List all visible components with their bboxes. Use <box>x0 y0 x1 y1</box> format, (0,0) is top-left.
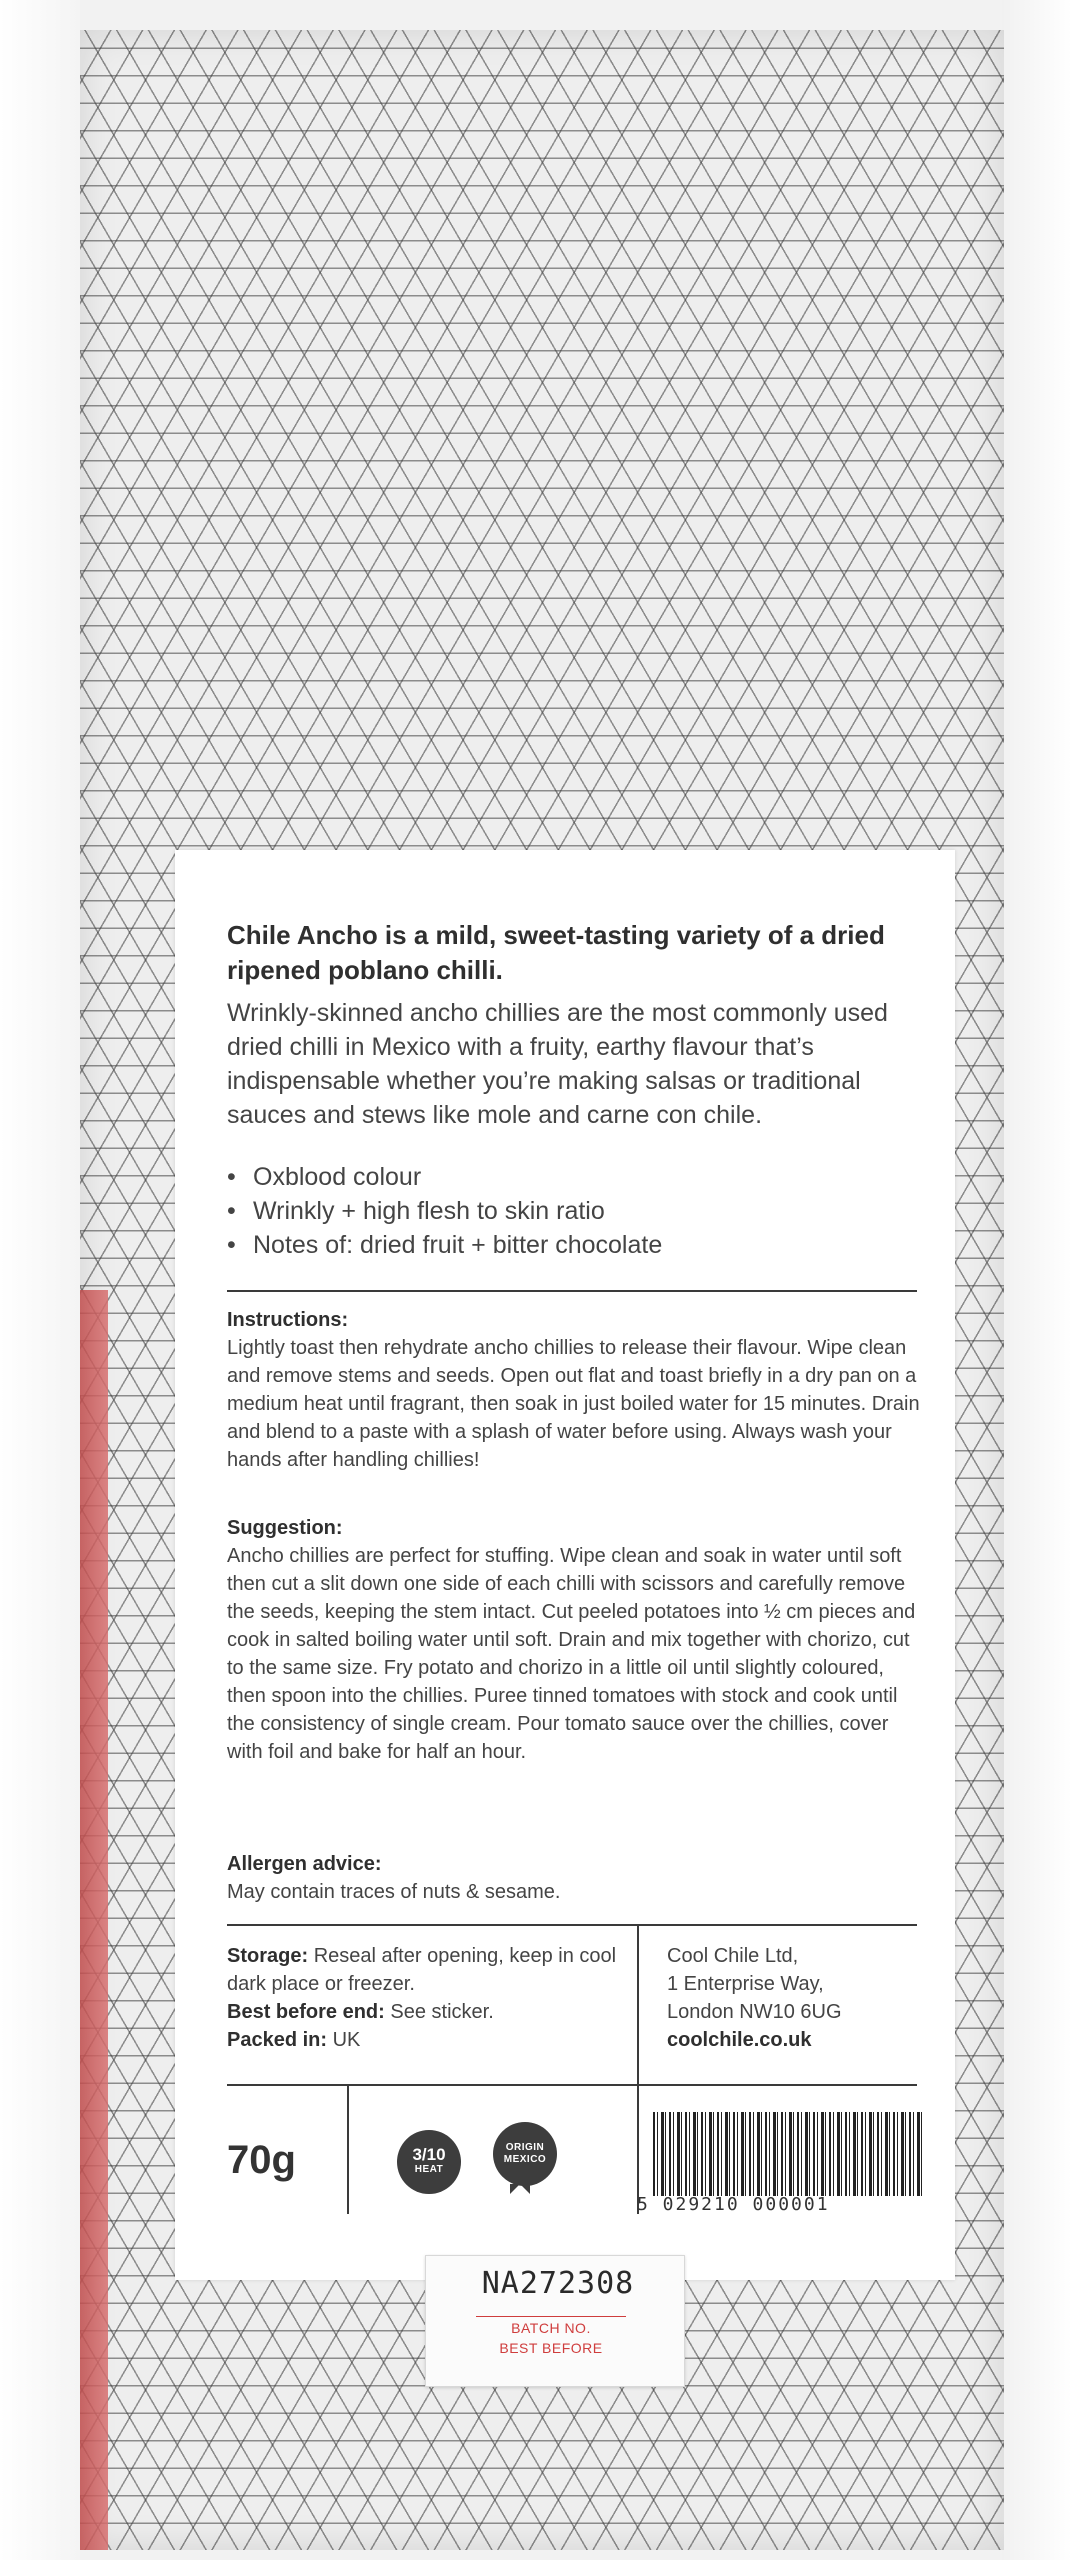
batch-label: BATCH NO. <box>511 2320 591 2336</box>
heat-label: HEAT <box>414 2164 444 2175</box>
product-lead: Chile Ancho is a mild, sweet-tasting variety of a dried ripened poblano chilli. <box>227 920 885 985</box>
best-before-text: See sticker. <box>390 2001 494 2023</box>
heat-badge <box>397 2130 461 2194</box>
batch-sticker <box>425 2255 685 2387</box>
feature-list <box>227 1160 917 1262</box>
best-before-label: Best before end: <box>227 2001 385 2023</box>
address-line: London NW10 6UG <box>667 2001 842 2023</box>
background-right <box>1002 0 1072 2560</box>
storage-block <box>227 1942 627 2054</box>
background-left <box>0 0 80 2560</box>
best-before-sticker-label: BEST BEFORE <box>499 2340 603 2356</box>
origin-badge <box>493 2122 557 2186</box>
packed-in-label: Packed in: <box>227 2029 328 2051</box>
divider <box>227 2084 917 2086</box>
sticker-divider <box>476 2316 626 2317</box>
suggestion-body: Ancho chillies are perfect for stuffing. Wipe clean and soak in water until soft then cut a slit down one side of each chilli with scissors and carefully remove the seeds, keeping the stem intact. Cut peeled potatoes into ½ cm pieces and cook in salted boiling water until soft. Drain and mix together with chorizo, cut to the same size. Fry potato and chorizo in a little oil until slightly coloured, then spoon into the chillies. Puree tinned tomatoes with stock and cook until the consistency of single cream. Pour tomato sauce over the chillies, cover with foil and bake for half an hour. <box>227 1545 916 1763</box>
allergen-body: May contain traces of nuts & sesame. <box>227 1881 561 1903</box>
batch-code: NA272308 <box>481 2266 635 2301</box>
storage-text: Reseal after opening, keep in cool dark place or freezer. <box>227 1945 617 1995</box>
ribbon-icon <box>510 2184 530 2194</box>
product-bag <box>80 30 1004 2550</box>
barcode-digits: 5 029210 000001 <box>637 2194 830 2215</box>
address-line: Cool Chile Ltd, <box>667 1945 799 1967</box>
instructions-body: Lightly toast then rehydrate ancho chillies to release their flavour. Wipe clean and remove stems and seeds. Open out flat and toast briefly in a dry pan on a medium heat until fragrant, then soak in just boiled water for 15 minutes. Drain and blend to a paste with a splash of water before using. Always wash your hands after handling chillies! <box>227 1337 920 1471</box>
feature-item: • Wrinkly + high flesh to skin ratio <box>227 1194 917 1228</box>
bag-red-edge <box>80 1290 108 2550</box>
instructions-title: Instructions: <box>227 1309 349 1331</box>
divider-vertical <box>347 2084 349 2214</box>
product-intro: Wrinkly-skinned ancho chillies are the most commonly used dried chilli in Mexico with a fruity, earthy flavour that’s indispensable whether you’re making salsas or traditional sauces and stews like mole and carne con chile. <box>227 999 888 1129</box>
suggestion-title: Suggestion: <box>227 1517 343 1539</box>
barcode-bars <box>653 2112 923 2196</box>
net-weight: 70g <box>227 2138 296 2182</box>
website-link[interactable]: coolchile.co.uk <box>667 2029 812 2051</box>
heat-value: 3/10 <box>412 2145 446 2164</box>
divider <box>227 1924 917 1926</box>
feature-item: • Oxblood colour <box>227 1160 917 1194</box>
back-label <box>175 850 955 2280</box>
packed-in-text: UK <box>332 2029 361 2051</box>
origin-country: MEXICO <box>503 2154 547 2165</box>
barcode <box>637 2108 927 2218</box>
origin-label: ORIGIN <box>505 2142 545 2153</box>
allergen-title: Allergen advice: <box>227 1853 382 1875</box>
storage-label: Storage: <box>227 1945 309 1967</box>
address-block <box>667 1942 927 2054</box>
feature-item: • Notes of: dried fruit + bitter chocolate <box>227 1228 917 1262</box>
divider <box>227 1290 917 1292</box>
address-line: 1 Enterprise Way, <box>667 1973 824 1995</box>
